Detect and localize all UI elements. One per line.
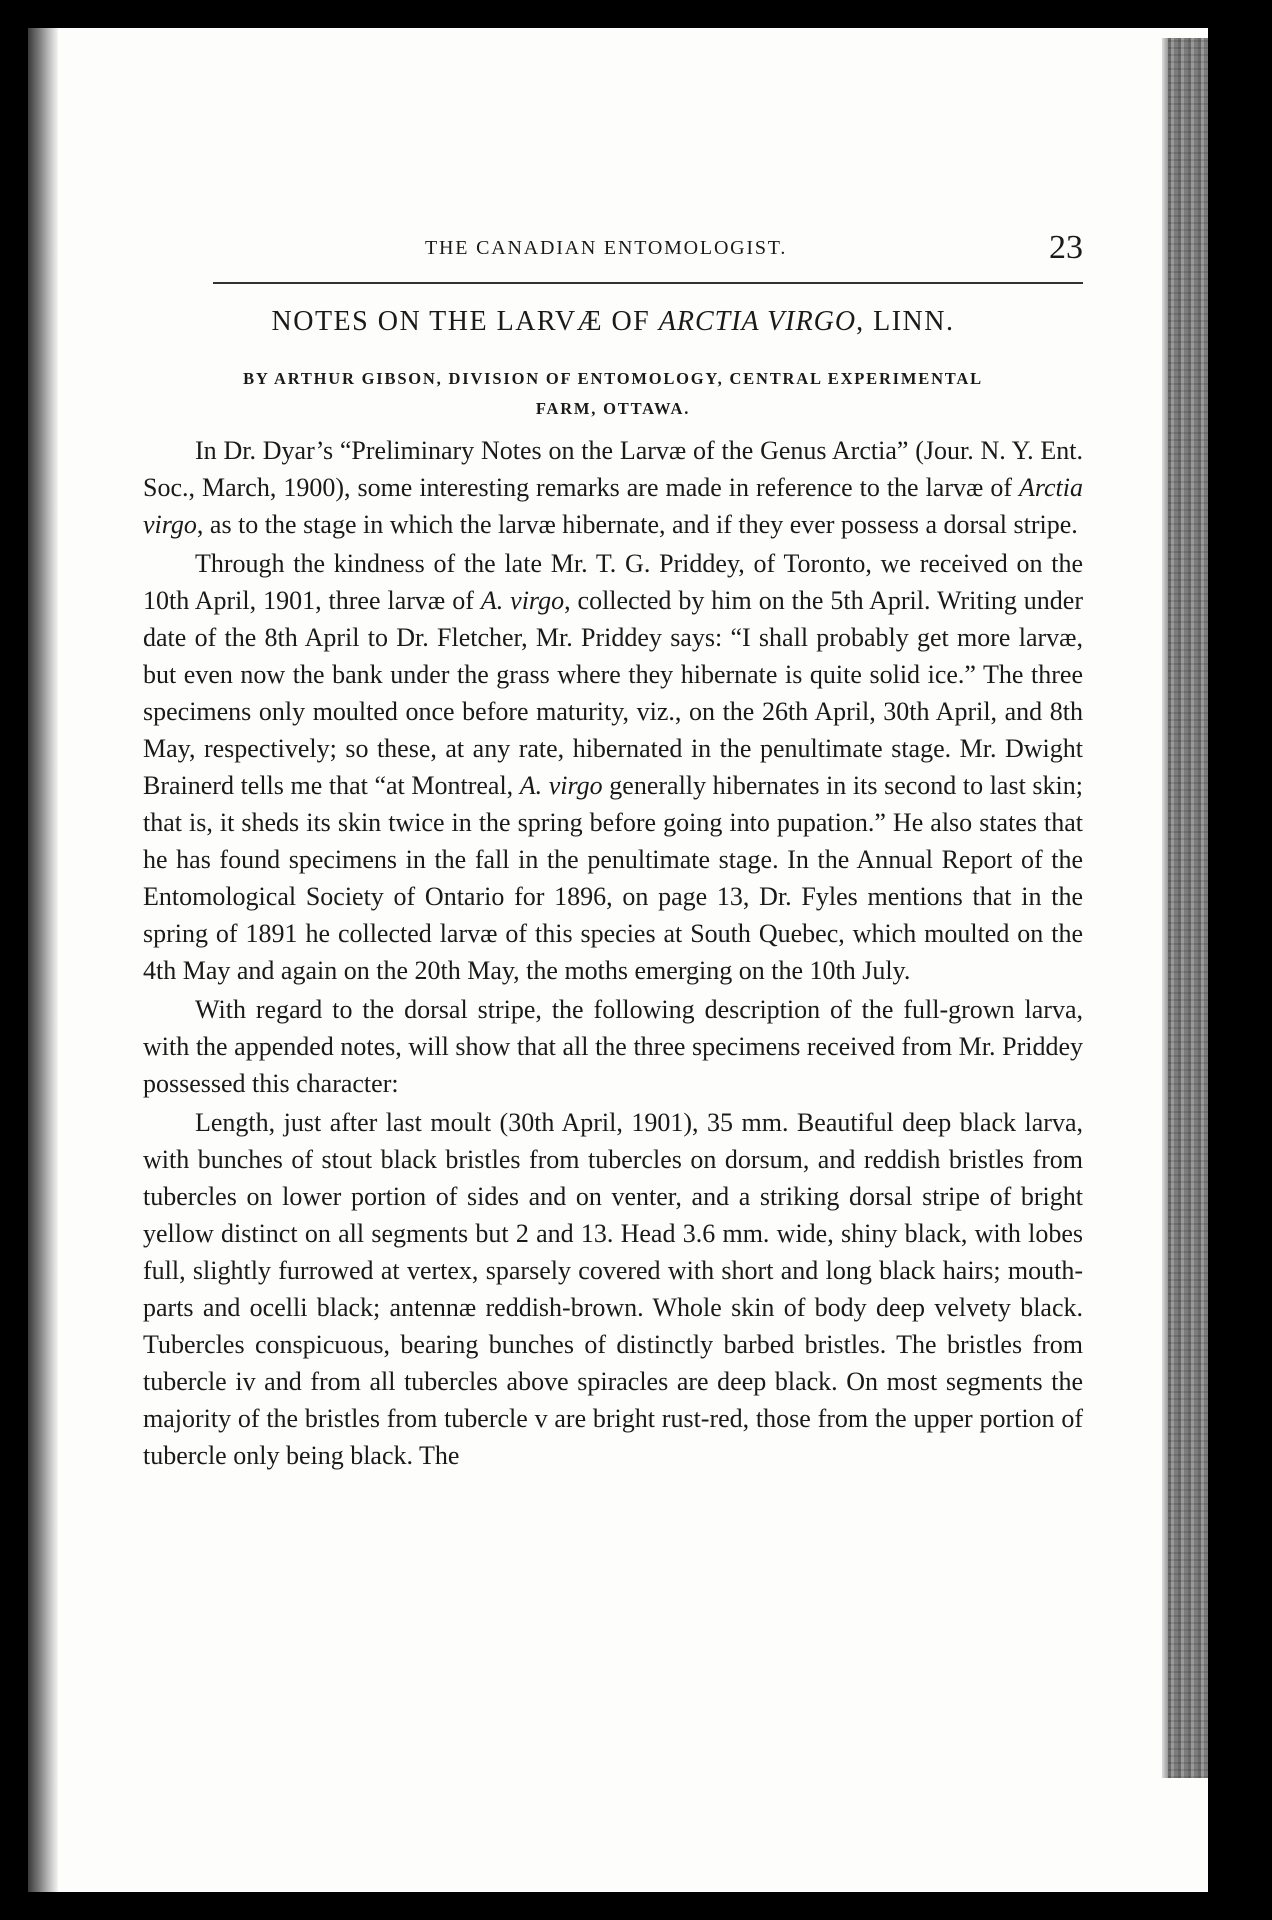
paragraph-2-text-b: , collected by him on the 5th April. Writing under date of the 8th April to Dr. Fletcher, Mr. Priddey says: “I shall probably get more larvæ, but even now the bank under the grass where they hibernate is quite solid ice.” The three specimens only moulted once before maturity, viz., on the 26th April, 30th April, and 8th May, respectively; so these, at any rate, hibernated in the penultimate stage. Mr. Dwight Brainerd tells me that “at Montreal, xyxy=(143,586,1083,800)
byline xyxy=(143,364,1083,424)
article-body xyxy=(143,432,1083,1474)
byline-line-1: BY ARTHUR GIBSON, DIVISION OF ENTOMOLOGY, CENTRAL EXPERIMENTAL xyxy=(243,369,983,388)
article-title-prefix: NOTES ON THE LARVÆ OF xyxy=(271,306,659,337)
species-name: A. virgo xyxy=(480,586,565,615)
species-name: Arctia virgo xyxy=(143,473,1083,539)
paragraph-3: With regard to the dorsal stripe, the following description of the full-grown larva, with the appended notes, will show that all the three specimens received from Mr. Priddey possessed this character: xyxy=(143,995,1083,1098)
article-title-suffix: , LINN. xyxy=(856,306,955,337)
byline-line-2: FARM, OTTAWA. xyxy=(535,399,691,418)
paragraph-2-text-a: Through the kindness of the late Mr. T. G. Priddey, of Toronto, we received on the 10th April, 1901, three larvæ of xyxy=(143,549,1083,615)
paragraph-1-text-a: In Dr. Dyar’s “Preliminary Notes on the Larvæ of the Genus Arctia” (Jour. N. Y. Ent. Soc., March, 1900), some interesting remarks are made in reference to the larvæ of xyxy=(143,436,1083,502)
paragraph-2 xyxy=(143,545,1083,989)
book-page xyxy=(28,28,1208,1892)
paragraph-2-text-c: generally hibernates in its second to last skin; that is, it sheds its skin twice in the spring before going into pupation.” He also states that he has found specimens in the fall in the penultimate stage. In the Annual Report of the Entomological Society of Ontario for 1896, on page 13, Dr. Fyles mentions that in the spring of 1891 he collected larvæ of this species at South Quebec, which moulted on the 4th May and again on the 20th May, the moths emerging on the 10th July. xyxy=(143,771,1083,985)
paragraph-1 xyxy=(143,432,1083,543)
page-stack-edge xyxy=(1168,38,1208,1778)
header-rule xyxy=(213,282,1083,284)
species-name: A. virgo xyxy=(519,771,603,800)
paragraph-4: Length, just after last moult (30th April, 1901), 35 mm. Beautiful deep black larva, with bunches of stout black bristles from tubercles on dorsum, and reddish bristles from tubercles on lower portion of sides and on venter, and a striking dorsal stripe of bright yellow distinct on all segments but 2 and 13. Head 3.6 mm. wide, shiny black, with lobes full, slightly furrowed at vertex, sparsely covered with short and long black hairs; mouth-parts and ocelli black; antennæ reddish-brown. Whole skin of body deep velvety black. Tubercles conspicuous, bearing bunches of distinctly barbed bristles. The bristles from tubercle iv and from all tubercles above spiracles are deep black. On most segments the majority of the bristles from tubercle v are bright rust-red, those from the upper portion of tubercle only being black. The xyxy=(143,1108,1083,1470)
page-number: 23 xyxy=(1049,229,1083,266)
page-gutter-shadow xyxy=(28,28,58,1892)
running-head xyxy=(143,229,1083,269)
paragraph-1-text-b: , as to the stage in which the larvæ hibernate, and if they ever possess a dorsal stripe. xyxy=(196,510,1078,539)
article-title-species: ARCTIA VIRGO xyxy=(658,306,857,337)
article-title xyxy=(143,306,1083,338)
journal-title: THE CANADIAN ENTOMOLOGIST. xyxy=(425,237,788,259)
